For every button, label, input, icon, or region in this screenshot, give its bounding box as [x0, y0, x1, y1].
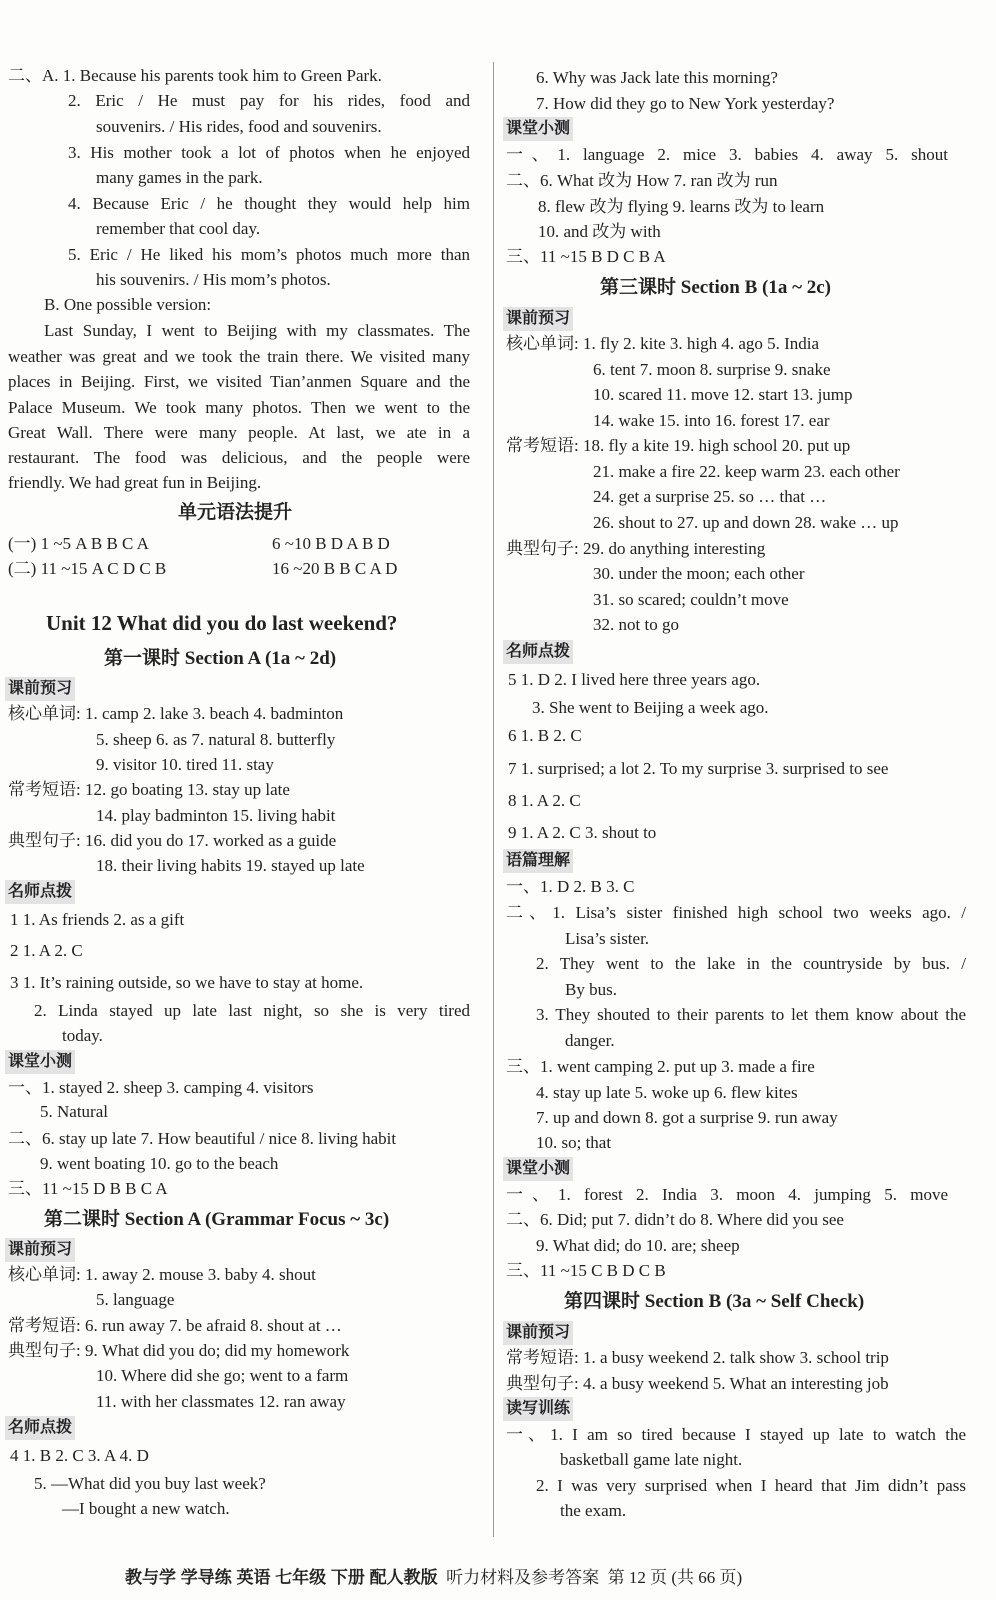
section-label: 课前预习 — [503, 307, 573, 331]
text-line: B. One possible version: — [44, 295, 212, 314]
text-line: places in Beijing. First, we visited Tian’anmen Square and the — [8, 372, 470, 391]
page-number: 第 12 页 (共 66 页) — [607, 1568, 743, 1587]
text-line: 21. make a fire 22. keep warm 23. each other — [593, 462, 900, 481]
text-line: 3 1. It’s raining outside, so we have to stay at home. — [10, 973, 364, 992]
text-line: (一) 1 ~5 A B B C A — [8, 534, 149, 553]
section-label: 语篇理解 — [503, 849, 573, 873]
text-line: 5. Eric / He liked his mom’s photos much more than — [68, 245, 470, 264]
text-line: 常考短语: 12. go boating 13. stay up late — [8, 780, 290, 799]
section-label: 名师点拨 — [5, 880, 75, 904]
text-line: 16 ~20 B B C A D — [272, 559, 398, 578]
section-label: 课堂小测 — [503, 117, 573, 141]
section-label: 课堂小测 — [503, 1157, 573, 1181]
section-label: 课前预习 — [5, 1238, 75, 1262]
text-line: 8 1. A 2. C — [508, 791, 581, 810]
text-line: 9. What did; do 10. are; sheep — [536, 1236, 740, 1255]
text-line: 常考短语: 1. a busy weekend 2. talk show 3. school trip — [506, 1348, 889, 1367]
text-line: 9 1. A 2. C 3. shout to — [508, 823, 657, 842]
text-line: 3. His mother took a lot of photos when he enjoyed — [68, 143, 470, 162]
text-line: 2. Eric / He must pay for his rides, food and — [68, 91, 470, 110]
text-line: 8. flew 改为 flying 9. learns 改为 to learn — [538, 197, 825, 216]
text-line: 4. stay up late 5. woke up 6. flew kites — [536, 1083, 798, 1102]
text-line: many games in the park. — [96, 168, 263, 187]
text-line: remember that cool day. — [96, 219, 261, 238]
text-line: 核心单词: 1. away 2. mouse 3. baby 4. shout — [8, 1265, 316, 1284]
lesson-title: 第三课时 Section B (1a ~ 2c) — [600, 277, 831, 298]
text-line: 6 ~10 B D A B D — [272, 534, 390, 553]
text-line: 9. visitor 10. tired 11. stay — [96, 755, 274, 774]
text-line: 10. so; that — [536, 1133, 612, 1152]
page-footer — [125, 1563, 742, 1588]
text-line: 核心单词: 1. fly 2. kite 3. high 4. ago 5. India — [506, 334, 820, 353]
text-line: 典型句子: 4. a busy weekend 5. What an interesting job — [506, 1374, 889, 1393]
text-line: weather was great and we took the train there. We visited many — [8, 347, 470, 366]
text-line: 二、6. stay up late 7. How beautiful / nice 8. living habit — [8, 1129, 397, 1148]
text-line: 一、1. language 2. mice 3. babies 4. away 5. shout — [506, 145, 948, 164]
text-line: 典型句子: 9. What did you do; did my homework — [8, 1341, 350, 1360]
lesson-title: 第一课时 Section A (1a ~ 2d) — [104, 648, 337, 669]
text-line: today. — [62, 1026, 103, 1045]
text-line: 二、A. 1. Because his parents took him to Green Park. — [8, 66, 382, 85]
text-line: 32. not to go — [593, 615, 679, 634]
text-line: 常考短语: 6. run away 7. be afraid 8. shout at … — [8, 1316, 342, 1335]
text-line: 5. Natural — [40, 1102, 108, 1121]
text-line: 7. How did they go to New York yesterday? — [536, 94, 835, 113]
text-line: 2. Linda stayed up late last night, so she is very tired — [34, 1001, 470, 1020]
text-line: 5. language — [96, 1290, 175, 1309]
text-line: 26. shout to 27. up and down 28. wake … up — [593, 513, 899, 532]
text-line: 三、11 ~15 C B D C B — [506, 1261, 666, 1280]
text-line: 一、1. D 2. B 3. C — [506, 877, 635, 896]
text-line: 18. their living habits 19. stayed up late — [96, 856, 365, 875]
text-line: 6. Why was Jack late this morning? — [536, 68, 778, 87]
lesson-title: 第四课时 Section B (3a ~ Self Check) — [564, 1291, 865, 1312]
text-line: 一、1. forest 2. India 3. moon 4. jumping 5. move — [506, 1185, 948, 1204]
section-label: 课前预习 — [5, 677, 75, 701]
text-line: 3. She went to Beijing a week ago. — [532, 698, 769, 717]
text-line: 6 1. B 2. C — [508, 726, 582, 745]
text-line: 10. scared 11. move 12. start 13. jump — [593, 385, 853, 404]
text-line: 三、11 ~15 D B B C A — [8, 1179, 168, 1198]
text-line: 2. They went to the lake in the countryside by bus. / — [536, 954, 966, 973]
text-line: 二、6. Did; put 7. didn’t do 8. Where did you see — [506, 1210, 844, 1229]
text-line: 典型句子: 16. did you do 17. worked as a guide — [8, 831, 337, 850]
text-line: —I bought a new watch. — [62, 1499, 230, 1518]
text-line: 5 1. D 2. I lived here three years ago. — [508, 670, 761, 689]
text-line: 10. Where did she go; went to a farm — [96, 1366, 349, 1385]
section-label: 名师点拨 — [503, 640, 573, 664]
text-line: souvenirs. / His rides, food and souvenirs. — [96, 117, 382, 136]
text-line: 6. tent 7. moon 8. surprise 9. snake — [593, 360, 831, 379]
text-line: 常考短语: 18. fly a kite 19. high school 20. put up — [506, 436, 851, 455]
text-line: the exam. — [560, 1501, 627, 1520]
text-line: 30. under the moon; each other — [593, 564, 805, 583]
text-line: 4 1. B 2. C 3. A 4. D — [10, 1446, 149, 1465]
text-line: 一、1. stayed 2. sheep 3. camping 4. visitors — [8, 1078, 314, 1097]
text-line: 三、11 ~15 B D C B A — [506, 247, 666, 266]
section-label: 课前预习 — [503, 1321, 573, 1345]
text-line: friendly. We had great fun in Beijing. — [8, 473, 262, 492]
text-line: 7 1. surprised; a lot 2. To my surprise 3. surprised to see — [508, 759, 889, 778]
text-line: 14. play badminton 15. living habit — [96, 806, 336, 825]
text-line: Palace Museum. We took many photos. Then we went to the — [8, 398, 470, 417]
lesson-title: 第二课时 Section A (Grammar Focus ~ 3c) — [44, 1209, 390, 1230]
text-line: Last Sunday, I went to Beijing with my classmates. The — [44, 321, 470, 340]
text-line: 9. went boating 10. go to the beach — [40, 1154, 279, 1173]
text-line: 二、1. Lisa’s sister finished high school two weeks ago. / — [506, 903, 966, 922]
text-line: 2. I was very surprised when I heard that Jim didn’t pass — [536, 1476, 966, 1495]
text-line: 5. sheep 6. as 7. natural 8. butterfly — [96, 730, 336, 749]
unit-title: Unit 12 What did you do last weekend? — [46, 611, 398, 635]
text-line: 2 1. A 2. C — [10, 941, 83, 960]
text-line: 1 1. As friends 2. as a gift — [10, 910, 185, 929]
text-line: 5. —What did you buy last week? — [34, 1474, 266, 1493]
footer-note: 听力材料及参考答案 — [446, 1568, 600, 1587]
text-line: basketball game late night. — [560, 1450, 743, 1469]
text-line: (二) 11 ~15 A C D C B — [8, 559, 167, 578]
book-series: 教与学 学导练 英语 七年级 下册 配人教版 — [125, 1568, 438, 1587]
text-line: 一、1. I am so tired because I stayed up late to watch the — [506, 1425, 966, 1444]
text-line: 10. and 改为 with — [538, 222, 661, 241]
text-line: 典型句子: 29. do anything interesting — [506, 539, 766, 558]
section-label: 读写训练 — [503, 1397, 573, 1421]
section-label: 名师点拨 — [5, 1416, 75, 1440]
text-line: 14. wake 15. into 16. forest 17. ear — [593, 411, 830, 430]
text-line: Great Wall. There were many people. At last, we ate in a — [8, 423, 470, 442]
text-line: 三、1. went camping 2. put up 3. made a fire — [506, 1057, 815, 1076]
text-line: 31. so scared; couldn’t move — [593, 590, 789, 609]
text-line: his souvenirs. / His mom’s photos. — [96, 270, 331, 289]
column-divider — [493, 62, 494, 1537]
text-line: 核心单词: 1. camp 2. lake 3. beach 4. badminton — [8, 704, 344, 723]
text-line: By bus. — [565, 980, 617, 999]
text-line: 11. with her classmates 12. ran away — [96, 1392, 346, 1411]
text-line: 3. They shouted to their parents to let them know about the — [536, 1005, 966, 1024]
text-line: restaurant. The food was delicious, and the people were — [8, 448, 470, 467]
text-line: 4. Because Eric / he thought they would help him — [68, 194, 470, 213]
section-heading: 单元语法提升 — [178, 502, 293, 523]
text-line: danger. — [565, 1031, 615, 1050]
section-label: 课堂小测 — [5, 1050, 75, 1074]
text-line: Lisa’s sister. — [565, 929, 650, 948]
text-line: 二、6. What 改为 How 7. ran 改为 run — [506, 171, 778, 190]
text-line: 7. up and down 8. got a surprise 9. run away — [536, 1108, 838, 1127]
text-line: 24. get a surprise 25. so … that … — [593, 487, 827, 506]
